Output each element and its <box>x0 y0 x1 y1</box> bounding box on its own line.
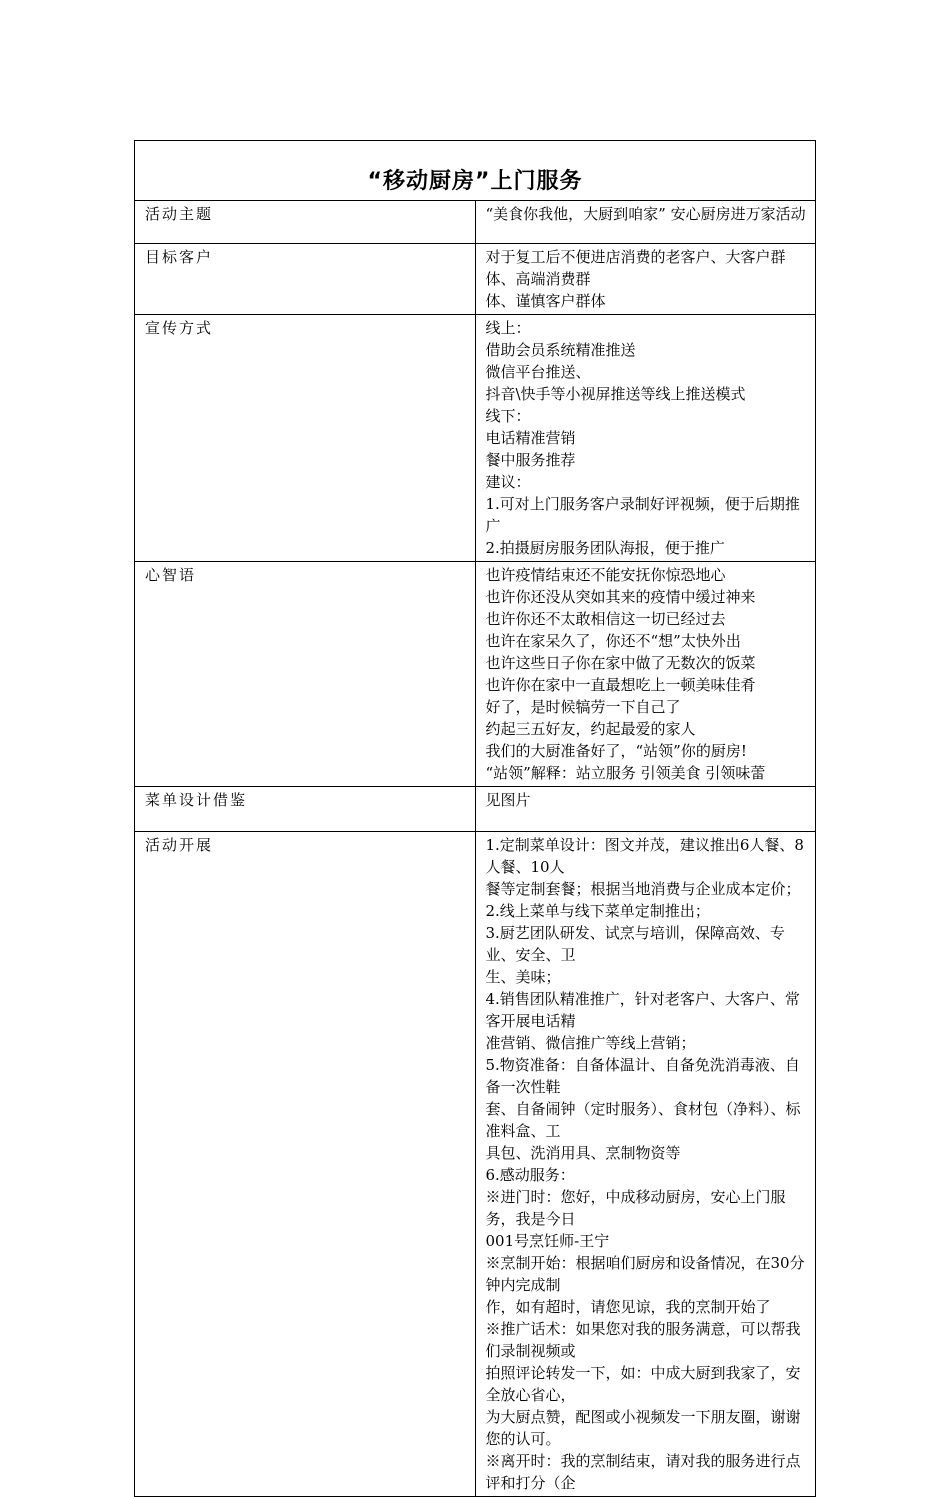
text-line: 5.物资准备：自备体温计、自备免洗消毒液、自备一次性鞋 <box>485 1056 800 1096</box>
text-line: 也许你在家中一直最想吃上一顿美味佳肴 <box>485 676 756 694</box>
text-line: 也许你还没从突如其来的疫情中缓过神来 <box>485 588 756 606</box>
text-line: 微信平台推送、 <box>485 363 591 381</box>
text-line: 001号烹饪师-王宁 <box>485 1232 610 1250</box>
text-line: 具包、洗消用具、烹制物资等 <box>485 1144 681 1162</box>
page-title: “移动厨房”上门服务 <box>367 169 583 194</box>
text-line: 对于复工后不便进店消费的老客户、大客户群体、高端消费群 <box>485 248 786 288</box>
text-line: 1.可对上门服务客户录制好评视频，便于后期推广 <box>485 495 800 535</box>
value-activity-theme: “美食你我他，大厨到咱家” 安心厨房进万家活动 <box>475 201 816 244</box>
text-line: 生、美味； <box>485 968 561 986</box>
value-mindset-slogan <box>475 562 816 787</box>
text-line: 4.销售团队精准推广，针对老客户、大客户、常客开展电话精 <box>485 990 800 1030</box>
text-line: 也许在家呆久了，你还不“想”太快外出 <box>485 632 741 650</box>
text-line: 体、谨慎客户群体 <box>485 292 606 310</box>
row-activity-theme <box>135 201 816 244</box>
label-promotion-methods: 宣传方式 <box>135 315 476 562</box>
text-line: 线上： <box>485 319 531 337</box>
label-activity-theme: 活动主题 <box>135 201 476 244</box>
text-line: 2.线上菜单与线下菜单定制推出； <box>485 902 710 920</box>
text-line: ※离开时：我的烹制结束，请对我的服务进行点评和打分（企 <box>485 1452 801 1492</box>
text-line: 3.厨艺团队研发、试烹与培训，保障高效、专业、安全、卫 <box>485 924 785 964</box>
value-promotion-methods <box>475 315 816 562</box>
text-line: 准营销、微信推广等线上营销； <box>485 1034 696 1052</box>
label-mindset-slogan: 心智语 <box>135 562 476 787</box>
text-line: 也许你还不太敢相信这一切已经过去 <box>485 610 726 628</box>
plan-table <box>134 140 816 1497</box>
text-line: 6.感动服务： <box>485 1166 575 1184</box>
text-line: 好了，是时候犒劳一下自己了 <box>485 698 681 716</box>
text-line: 线下： <box>485 407 531 425</box>
title-cell <box>135 141 816 201</box>
text-line: 借助会员系统精准推送 <box>485 341 636 359</box>
value-menu-design: 见图片 <box>475 787 816 832</box>
label-target-customers: 目标客户 <box>135 244 476 315</box>
text-line: 2.拍摄厨房服务团队海报，便于推广 <box>485 539 725 557</box>
text-line: 我们的大厨准备好了，“站领”你的厨房! <box>485 742 747 760</box>
row-mindset-slogan <box>135 562 816 787</box>
row-target-customers <box>135 244 816 315</box>
text-line: 为大厨点赞，配图或小视频发一下朋友圈，谢谢您的认可。 <box>485 1408 801 1448</box>
text-line: 作，如有超时，请您见谅，我的烹制开始了 <box>485 1298 771 1316</box>
label-activity-execution: 活动开展 <box>135 832 476 1497</box>
text-line: 1.定制菜单设计：图文并茂，建议推出6人餐、8人餐、10人 <box>485 836 804 876</box>
text-line: 也许这些日子你在家中做了无数次的饭菜 <box>485 654 756 672</box>
label-menu-design: 菜单设计借鉴 <box>135 787 476 832</box>
row-promotion-methods <box>135 315 816 562</box>
row-activity-execution <box>135 832 816 1497</box>
value-activity-execution <box>475 832 816 1497</box>
row-menu-design <box>135 787 816 832</box>
text-line: ※进门时：您好，中成移动厨房，安心上门服务，我是今日 <box>485 1188 786 1228</box>
text-line: 餐中服务推荐 <box>485 451 576 469</box>
text-line: ※烹制开始：根据咱们厨房和设备情况，在30分钟内完成制 <box>485 1254 805 1294</box>
text-line: 拍照评论转发一下，如：中成大厨到我家了，安全放心省心， <box>485 1364 801 1404</box>
value-target-customers <box>475 244 816 315</box>
title-row <box>135 141 816 201</box>
text-line: 套、自备闹钟（定时服务）、食材包（净料）、标准料盒、工 <box>485 1100 801 1140</box>
text-line: 也许疫情结束还不能安抚你惊恐地心 <box>485 566 726 584</box>
text-line: 电话精准营销 <box>485 429 576 447</box>
text-line: 抖音\快手等小视屏推送等线上推送模式 <box>485 385 746 403</box>
text-line: 建议： <box>485 473 531 491</box>
text-line: ※推广话术：如果您对我的服务满意，可以帮我们录制视频或 <box>485 1320 801 1360</box>
text-line: “站领”解释：站立服务 引领美食 引领味蕾 <box>485 764 766 782</box>
text-line: 约起三五好友，约起最爱的家人 <box>485 720 696 738</box>
text-line: 餐等定制套餐；根据当地消费与企业成本定价； <box>485 880 801 898</box>
